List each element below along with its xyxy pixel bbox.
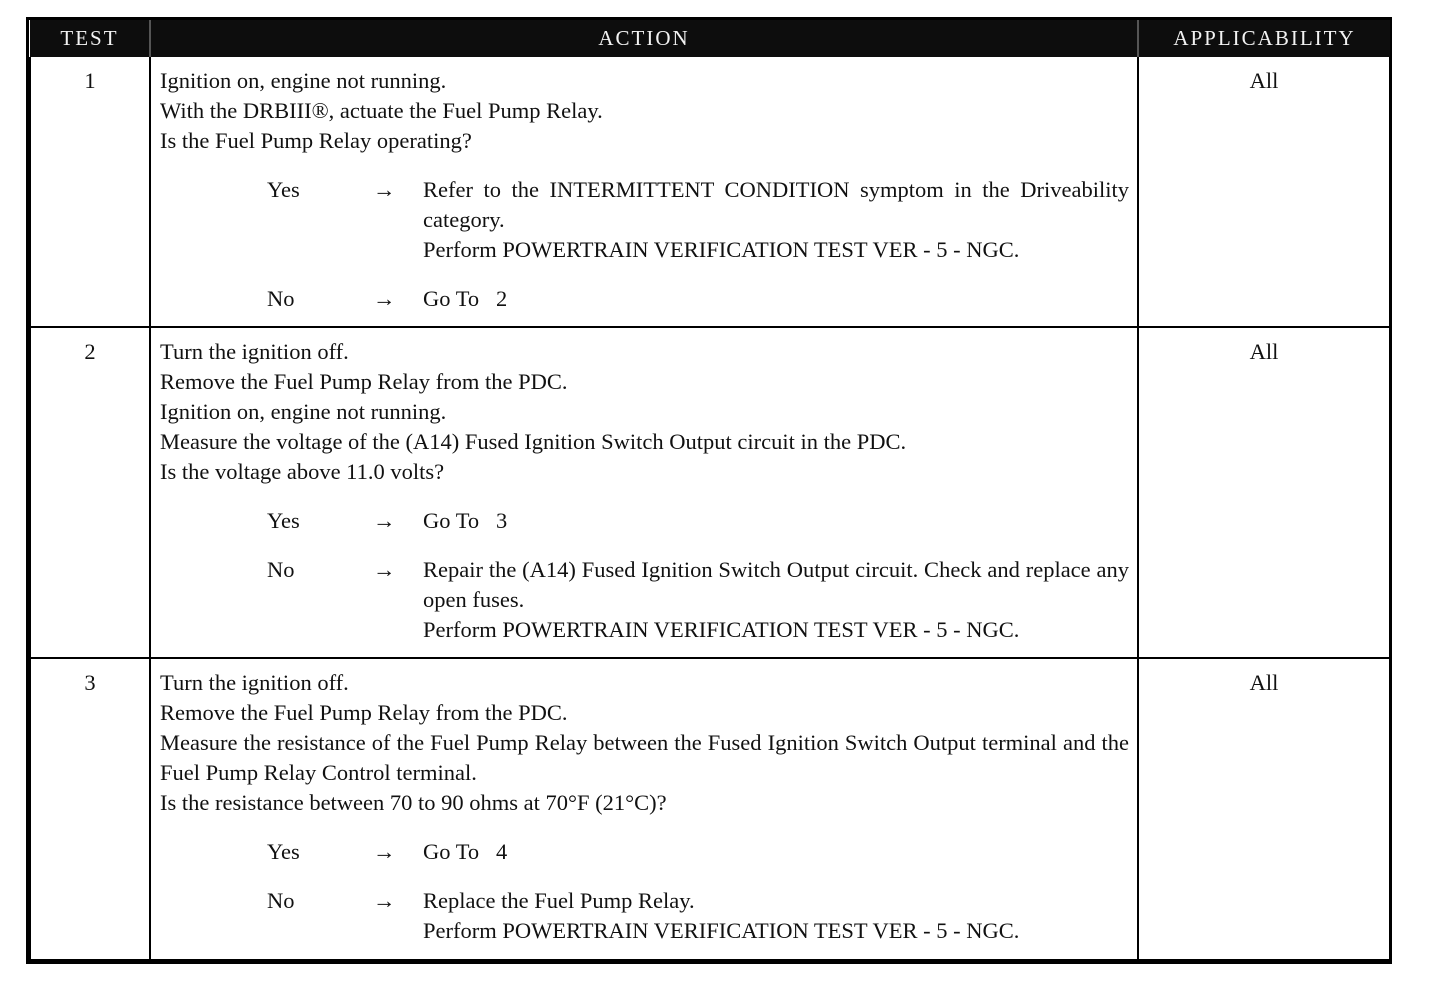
yes-branch [160, 837, 1129, 867]
yes-branch [160, 175, 1129, 265]
test-number: 2 [30, 327, 150, 658]
step-text: Is the Fuel Pump Relay operating? [160, 128, 472, 153]
step-text: With the DRBIII®, actuate the Fuel Pump Relay. [160, 98, 603, 123]
no-branch [160, 886, 1129, 946]
branch-text: Perform POWERTRAIN VERIFICATION TEST VER - 5 - NGC. [423, 237, 1020, 262]
step-text: Remove the Fuel Pump Relay from the PDC. [160, 369, 568, 394]
no-action [423, 284, 1129, 314]
yes-branch [160, 506, 1129, 536]
branch-text: Go To 3 [423, 508, 508, 533]
arrow-right-icon: → [373, 286, 396, 311]
action-cell [150, 57, 1138, 327]
branch-text: Repair the (A14) Fused Ignition Switch Output circuit. Check and replace any open fuses. [423, 557, 1129, 612]
header-row [30, 20, 1390, 57]
header-action: ACTION [150, 20, 1138, 57]
yes-action [423, 837, 1129, 867]
branch-text: Replace the Fuel Pump Relay. [423, 888, 695, 913]
step-text: Is the resistance between 70 to 90 ohms at 70°F (21°C)? [160, 790, 667, 815]
header-test: TEST [30, 20, 150, 57]
no-branch [160, 284, 1129, 314]
step-text: Turn the ignition off. [160, 670, 349, 695]
test-row-1 [30, 57, 1390, 327]
yes-action [423, 506, 1129, 536]
test-row-2 [30, 327, 1390, 658]
yes-action [423, 175, 1129, 265]
step-text: Ignition on, engine not running. [160, 68, 447, 93]
yes-label: Yes [267, 508, 300, 533]
no-action [423, 555, 1129, 645]
branch-text: Go To 4 [423, 839, 508, 864]
action-cell [150, 658, 1138, 960]
diagnostic-test-table [26, 17, 1392, 964]
arrow-right-icon: → [373, 888, 396, 913]
test-row-3 [30, 658, 1390, 960]
no-action [423, 886, 1129, 946]
test-table [29, 20, 1391, 961]
step-text: Measure the resistance of the Fuel Pump Relay between the Fused Ignition Switch Output terminal and the Fuel Pump Relay Control terminal. [160, 730, 1129, 785]
no-branch [160, 555, 1129, 645]
branch-text: Go To 2 [423, 286, 508, 311]
step-text: Is the voltage above 11.0 volts? [160, 459, 445, 484]
no-label: No [267, 557, 295, 582]
arrow-right-icon: → [373, 839, 396, 864]
step-text: Remove the Fuel Pump Relay from the PDC. [160, 700, 568, 725]
no-label: No [267, 286, 295, 311]
arrow-right-icon: → [373, 508, 396, 533]
step-text: Ignition on, engine not running. [160, 399, 447, 424]
action-cell [150, 327, 1138, 658]
branch-text: Refer to the INTERMITTENT CONDITION symptom in the Driveability category. [423, 177, 1129, 232]
arrow-right-icon: → [373, 557, 396, 582]
applicability-cell: All [1138, 658, 1390, 960]
header-applicability: APPLICABILITY [1138, 20, 1390, 57]
applicability-cell: All [1138, 57, 1390, 327]
branch-text: Perform POWERTRAIN VERIFICATION TEST VER - 5 - NGC. [423, 617, 1020, 642]
test-number: 3 [30, 658, 150, 960]
test-number: 1 [30, 57, 150, 327]
yes-label: Yes [267, 177, 300, 202]
applicability-cell: All [1138, 327, 1390, 658]
branch-text: Perform POWERTRAIN VERIFICATION TEST VER - 5 - NGC. [423, 918, 1020, 943]
step-text: Measure the voltage of the (A14) Fused Ignition Switch Output circuit in the PDC. [160, 429, 907, 454]
arrow-right-icon: → [373, 177, 396, 202]
step-text: Turn the ignition off. [160, 339, 349, 364]
no-label: No [267, 888, 295, 913]
yes-label: Yes [267, 839, 300, 864]
